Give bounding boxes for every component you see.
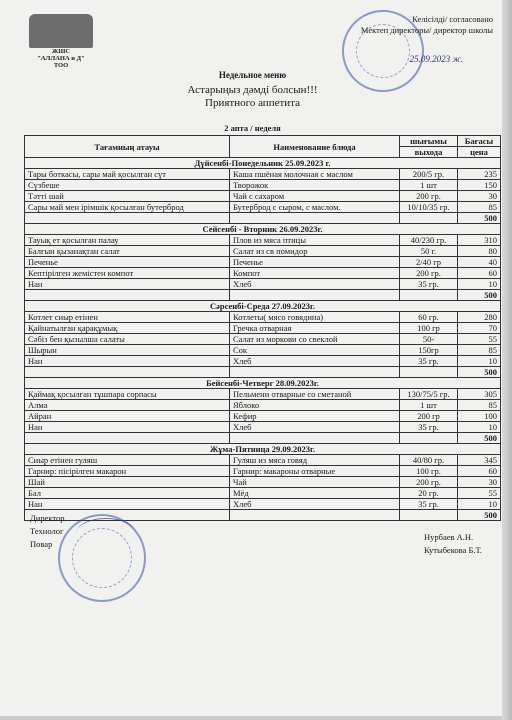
dish-name-ru: Компот bbox=[230, 268, 400, 279]
total-empty-1 bbox=[25, 290, 230, 301]
total-empty-2 bbox=[230, 290, 400, 301]
dish-yield: 100 гр bbox=[400, 323, 458, 334]
table-row bbox=[25, 477, 501, 488]
company-logo-icon bbox=[29, 14, 93, 48]
total-empty-2 bbox=[230, 367, 400, 378]
dish-name-kz: Нан bbox=[25, 279, 230, 290]
column-yield-kz: шығымы bbox=[400, 136, 458, 147]
dish-name-ru: Бутерброд с сыром, с маслом. bbox=[230, 202, 400, 213]
table-row bbox=[25, 411, 501, 422]
day-total-row bbox=[25, 433, 501, 444]
table-row bbox=[25, 488, 501, 499]
approval-block bbox=[343, 14, 493, 65]
dish-yield: 1 шт bbox=[400, 180, 458, 191]
dish-price: 60 bbox=[458, 466, 501, 477]
dish-name-ru: Хлеб bbox=[230, 279, 400, 290]
dish-price: 10 bbox=[458, 499, 501, 510]
week-label: 2 апта / неделя bbox=[224, 123, 281, 133]
table-row bbox=[25, 499, 501, 510]
day-total-row bbox=[25, 213, 501, 224]
dish-name-kz: Алма bbox=[25, 400, 230, 411]
dish-name-kz: Гарнир: пісірілген макарон bbox=[25, 466, 230, 477]
dish-name-kz: Нан bbox=[25, 422, 230, 433]
dish-price: 85 bbox=[458, 400, 501, 411]
dish-name-kz: Сәбіз бен қызылша салаты bbox=[25, 334, 230, 345]
dish-name-kz: Шырын bbox=[25, 345, 230, 356]
day-title: Сейсенбі - Вторник 26.09.2023г. bbox=[25, 224, 501, 235]
table-row bbox=[25, 246, 501, 257]
dish-name-ru: Печенье bbox=[230, 257, 400, 268]
column-name-ru: Наименование блюда bbox=[230, 136, 400, 158]
dish-price: 70 bbox=[458, 323, 501, 334]
day-title: Дүйсенбі-Понедельник 25.09.2023 г. bbox=[25, 158, 501, 169]
dish-name-ru: Хлеб bbox=[230, 356, 400, 367]
dish-price: 310 bbox=[458, 235, 501, 246]
logo-line-1: ЖШС bbox=[51, 48, 71, 55]
dish-yield: 35 гр. bbox=[400, 279, 458, 290]
total-empty-2 bbox=[230, 510, 400, 521]
footer-role-technologist: Технолог bbox=[30, 526, 64, 536]
dish-yield: 10/10/35 гр. bbox=[400, 202, 458, 213]
day-header bbox=[25, 378, 501, 389]
day-header bbox=[25, 444, 501, 455]
day-header bbox=[25, 224, 501, 235]
dish-yield: 200/5 гр. bbox=[400, 169, 458, 180]
page-edge bbox=[502, 0, 512, 720]
approval-date: 25.09.2023 ж. bbox=[409, 54, 463, 64]
dish-name-kz: Қаймақ қосылған тұшпара сорпасы bbox=[25, 389, 230, 400]
day-header bbox=[25, 301, 501, 312]
day-title: Жұма-Пятница 29.09.2023г. bbox=[25, 444, 501, 455]
footer-roles bbox=[30, 512, 65, 551]
dish-price: 10 bbox=[458, 279, 501, 290]
dish-name-ru: Кефир bbox=[230, 411, 400, 422]
dish-yield: 100 гр. bbox=[400, 466, 458, 477]
dish-name-kz: Печенье bbox=[25, 257, 230, 268]
dish-yield: 1 шт bbox=[400, 400, 458, 411]
dish-name-ru: Сок bbox=[230, 345, 400, 356]
table-row bbox=[25, 334, 501, 345]
dish-price: 305 bbox=[458, 389, 501, 400]
dish-yield: 130/75/5 гр. bbox=[400, 389, 458, 400]
day-total-row bbox=[25, 290, 501, 301]
table-row bbox=[25, 466, 501, 477]
dish-yield: 20 гр. bbox=[400, 488, 458, 499]
dish-name-kz: Айран bbox=[25, 411, 230, 422]
dish-name-ru: Котлеты( мясо говядина) bbox=[230, 312, 400, 323]
dish-price: 280 bbox=[458, 312, 501, 323]
footer-role-director: Директор bbox=[30, 513, 65, 523]
dish-name-ru: Пельмени отварные со сметаной bbox=[230, 389, 400, 400]
dish-name-kz: Сүзбеше bbox=[25, 180, 230, 191]
table-row bbox=[25, 422, 501, 433]
dish-name-kz: Тары боткасы, сары май қосылған сүт bbox=[25, 169, 230, 180]
table-row bbox=[25, 455, 501, 466]
total-empty-3 bbox=[400, 510, 458, 521]
dish-name-ru: Салат из моркови со свеклой bbox=[230, 334, 400, 345]
dish-name-ru: Мёд bbox=[230, 488, 400, 499]
dish-yield: 35 гр. bbox=[400, 356, 458, 367]
footer-name-1: Нурбаев А.Н. bbox=[424, 532, 474, 542]
table-row bbox=[25, 312, 501, 323]
total-empty-1 bbox=[25, 433, 230, 444]
total-empty-1 bbox=[25, 213, 230, 224]
dish-name-kz: Қайнатылған қарақұмық bbox=[25, 323, 230, 334]
dish-name-ru: Гречка отварная bbox=[230, 323, 400, 334]
dish-yield: 150гр bbox=[400, 345, 458, 356]
dish-name-ru: Хлеб bbox=[230, 422, 400, 433]
dish-price: 55 bbox=[458, 334, 501, 345]
column-price-kz: Бағасы bbox=[458, 136, 501, 147]
table-row bbox=[25, 323, 501, 334]
total-empty-3 bbox=[400, 290, 458, 301]
column-yield-ru: выхода bbox=[400, 147, 458, 158]
dish-name-kz: Нан bbox=[25, 356, 230, 367]
greeting-ru: Приятного аппетита bbox=[205, 97, 300, 109]
dish-yield: 40/230 гр. bbox=[400, 235, 458, 246]
dish-price: 100 bbox=[458, 411, 501, 422]
dish-name-ru: Гарнир: макароны отварные bbox=[230, 466, 400, 477]
dish-name-kz: Котлет сиыр етінен bbox=[25, 312, 230, 323]
dish-name-kz: Тәтті шай bbox=[25, 191, 230, 202]
approval-line-1: Келісілді/ согласовано bbox=[412, 14, 493, 24]
dish-name-ru: Чай с сахаром bbox=[230, 191, 400, 202]
dish-yield: 2/40 гр bbox=[400, 257, 458, 268]
total-empty-2 bbox=[230, 433, 400, 444]
table-header bbox=[25, 136, 501, 147]
dish-price: 30 bbox=[458, 477, 501, 488]
footer-name-2: Кутыбекова Б.Т. bbox=[424, 545, 482, 555]
dish-yield: 60 гр. bbox=[400, 312, 458, 323]
day-title: Бейсенбі-Четверг 28.09.2023г. bbox=[25, 378, 501, 389]
dish-name-ru: Яблоко bbox=[230, 400, 400, 411]
dish-price: 345 bbox=[458, 455, 501, 466]
day-total: 500 bbox=[458, 510, 501, 521]
dish-yield: 50- bbox=[400, 334, 458, 345]
signature-mark bbox=[76, 518, 136, 549]
dish-price: 30 bbox=[458, 191, 501, 202]
dish-name-ru: Чай bbox=[230, 477, 400, 488]
dish-yield: 40/80 гр. bbox=[400, 455, 458, 466]
day-title: Сәрсенбі-Среда 27.09.2023г. bbox=[25, 301, 501, 312]
dish-price: 150 bbox=[458, 180, 501, 191]
dish-yield: 200 гр. bbox=[400, 477, 458, 488]
dish-name-ru: Салат из св помидор bbox=[230, 246, 400, 257]
table-row bbox=[25, 389, 501, 400]
dish-name-kz: Тауық ет қосылған палау bbox=[25, 235, 230, 246]
dish-price: 85 bbox=[458, 345, 501, 356]
total-empty-3 bbox=[400, 433, 458, 444]
footer-role-cook: Повар bbox=[30, 539, 53, 549]
total-empty-3 bbox=[400, 213, 458, 224]
menu-table bbox=[24, 135, 501, 521]
dish-name-ru: Хлеб bbox=[230, 499, 400, 510]
footer-names bbox=[424, 531, 482, 557]
table-row bbox=[25, 191, 501, 202]
table-row bbox=[25, 279, 501, 290]
dish-price: 40 bbox=[458, 257, 501, 268]
total-empty-1 bbox=[25, 367, 230, 378]
dish-name-kz: Шай bbox=[25, 477, 230, 488]
dish-price: 60 bbox=[458, 268, 501, 279]
table-row bbox=[25, 235, 501, 246]
table-row bbox=[25, 268, 501, 279]
company-logo bbox=[26, 14, 96, 72]
table-row bbox=[25, 400, 501, 411]
dish-yield: 200 гр. bbox=[400, 268, 458, 279]
dish-price: 10 bbox=[458, 422, 501, 433]
table-row bbox=[25, 345, 501, 356]
dish-price: 85 bbox=[458, 202, 501, 213]
day-header bbox=[25, 158, 501, 169]
logo-line-3: ТОО bbox=[53, 62, 69, 69]
dish-price: 235 bbox=[458, 169, 501, 180]
dish-name-ru: Плов из мяса птицы bbox=[230, 235, 400, 246]
dish-name-kz: Сары май мен ірімшік қосылған бутерброд bbox=[25, 202, 230, 213]
column-name-kz: Тағамның атауы bbox=[25, 136, 230, 158]
dish-price: 55 bbox=[458, 488, 501, 499]
table-row bbox=[25, 169, 501, 180]
dish-name-kz: Нан bbox=[25, 499, 230, 510]
column-price-ru: цена bbox=[458, 147, 501, 158]
table-row bbox=[25, 202, 501, 213]
greeting-kz: Астарыңыз дәмді болсын!!! bbox=[187, 84, 318, 96]
day-total: 500 bbox=[458, 367, 501, 378]
dish-yield: 50 г. bbox=[400, 246, 458, 257]
dish-name-kz: Балғын қызанақтан салат bbox=[25, 246, 230, 257]
dish-yield: 35 гр. bbox=[400, 422, 458, 433]
dish-name-kz: Сиыр етінен гуляш bbox=[25, 455, 230, 466]
total-empty-3 bbox=[400, 367, 458, 378]
dish-name-ru: Творожок bbox=[230, 180, 400, 191]
dish-name-ru: Гуляш из мяса говяд bbox=[230, 455, 400, 466]
day-total: 500 bbox=[458, 290, 501, 301]
dish-yield: 35 гр. bbox=[400, 499, 458, 510]
day-total-row bbox=[25, 367, 501, 378]
logo-line-2: "АЛЛАНА и Д" bbox=[37, 55, 85, 62]
dish-name-kz: Кептірілген жемістен компот bbox=[25, 268, 230, 279]
dish-name-ru: Каша пшёная молочная с маслом bbox=[230, 169, 400, 180]
table-row bbox=[25, 180, 501, 191]
table-row bbox=[25, 356, 501, 367]
table-row bbox=[25, 257, 501, 268]
approval-line-2: Мектеп директоры/ директор школы bbox=[360, 25, 493, 35]
dish-price: 80 bbox=[458, 246, 501, 257]
dish-yield: 200 гр. bbox=[400, 191, 458, 202]
day-total: 500 bbox=[458, 433, 501, 444]
menu-title: Недельное меню bbox=[218, 70, 287, 80]
dish-name-kz: Бал bbox=[25, 488, 230, 499]
day-total: 500 bbox=[458, 213, 501, 224]
dish-price: 10 bbox=[458, 356, 501, 367]
dish-yield: 200 гр bbox=[400, 411, 458, 422]
total-empty-2 bbox=[230, 213, 400, 224]
